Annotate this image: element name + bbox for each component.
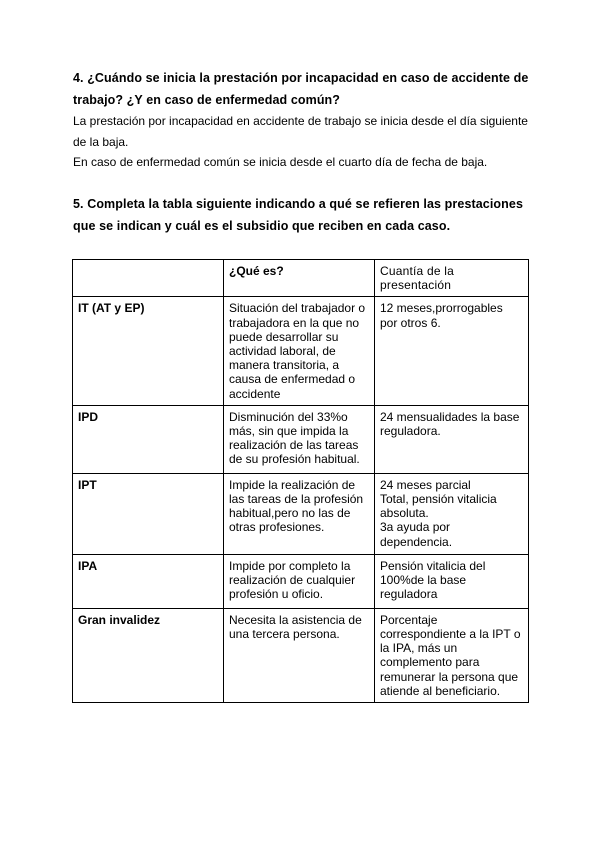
header-cuantia: Cuantía de la presentación [375, 260, 529, 297]
cell-cuantia: Porcentaje correspondiente a la IPT o la IPA, más un complemento para remunerar la persona que atiende al beneficiario. [375, 608, 529, 702]
row-label-ipt: IPT [73, 473, 224, 554]
benefits-table [72, 259, 529, 703]
question-4-heading: 4. ¿Cuándo se inicia la prestación por incapacidad en caso de accidente de trabajo? ¿Y en caso de enfermedad común? [73, 71, 529, 107]
cell-cuantia: 24 mensualidades la base reguladora. [375, 405, 529, 473]
table-row [73, 297, 529, 405]
answer-work-accident: La prestación por incapacidad en accidente de trabajo se inicia desde el día siguiente de la baja. [73, 114, 528, 149]
table-header-row [73, 260, 529, 297]
table-row [73, 608, 529, 702]
cell-que-es: Impide por completo la realización de cualquier profesión u oficio. [224, 554, 375, 608]
cell-que-es: Disminución del 33%o más, sin que impida la realización de las tareas de su profesión habitual. [224, 405, 375, 473]
row-label-it: IT (AT y EP) [73, 297, 224, 405]
answer-common-illness: En caso de enfermedad común se inicia desde el cuarto día de fecha de baja. [73, 155, 488, 169]
header-que-es: ¿Qué es? [224, 260, 375, 297]
cell-que-es: Situación del trabajador o trabajadora en la que no puede desarrollar su actividad laboral, de manera transitoria, a causa de enfermedad o accidente [224, 297, 375, 405]
table-row [73, 405, 529, 473]
cell-que-es: Impide la realización de las tareas de la profesión habitual,pero no las de otras profesiones. [224, 473, 375, 554]
row-label-ipa: IPA [73, 554, 224, 608]
question-5-heading: 5. Completa la tabla siguiente indicando a qué se refieren las prestaciones que se indican y cuál es el subsidio que reciben en cada caso. [73, 197, 524, 233]
cell-que-es: Necesita la asistencia de una tercera persona. [224, 608, 375, 702]
cell-cuantia: 24 meses parcial Total, pensión vitalicia absoluta. 3a ayuda por dependencia. [375, 473, 529, 554]
header-empty-cell [73, 260, 224, 297]
cell-cuantia: Pensión vitalicia del 100%de la base reguladora [375, 554, 529, 608]
cell-cuantia: 12 meses,prorrogables por otros 6. [375, 297, 529, 405]
row-label-gran-invalidez: Gran invalidez [73, 608, 224, 702]
row-label-ipd: IPD [73, 405, 224, 473]
table-row [73, 554, 529, 608]
table-row [73, 473, 529, 554]
